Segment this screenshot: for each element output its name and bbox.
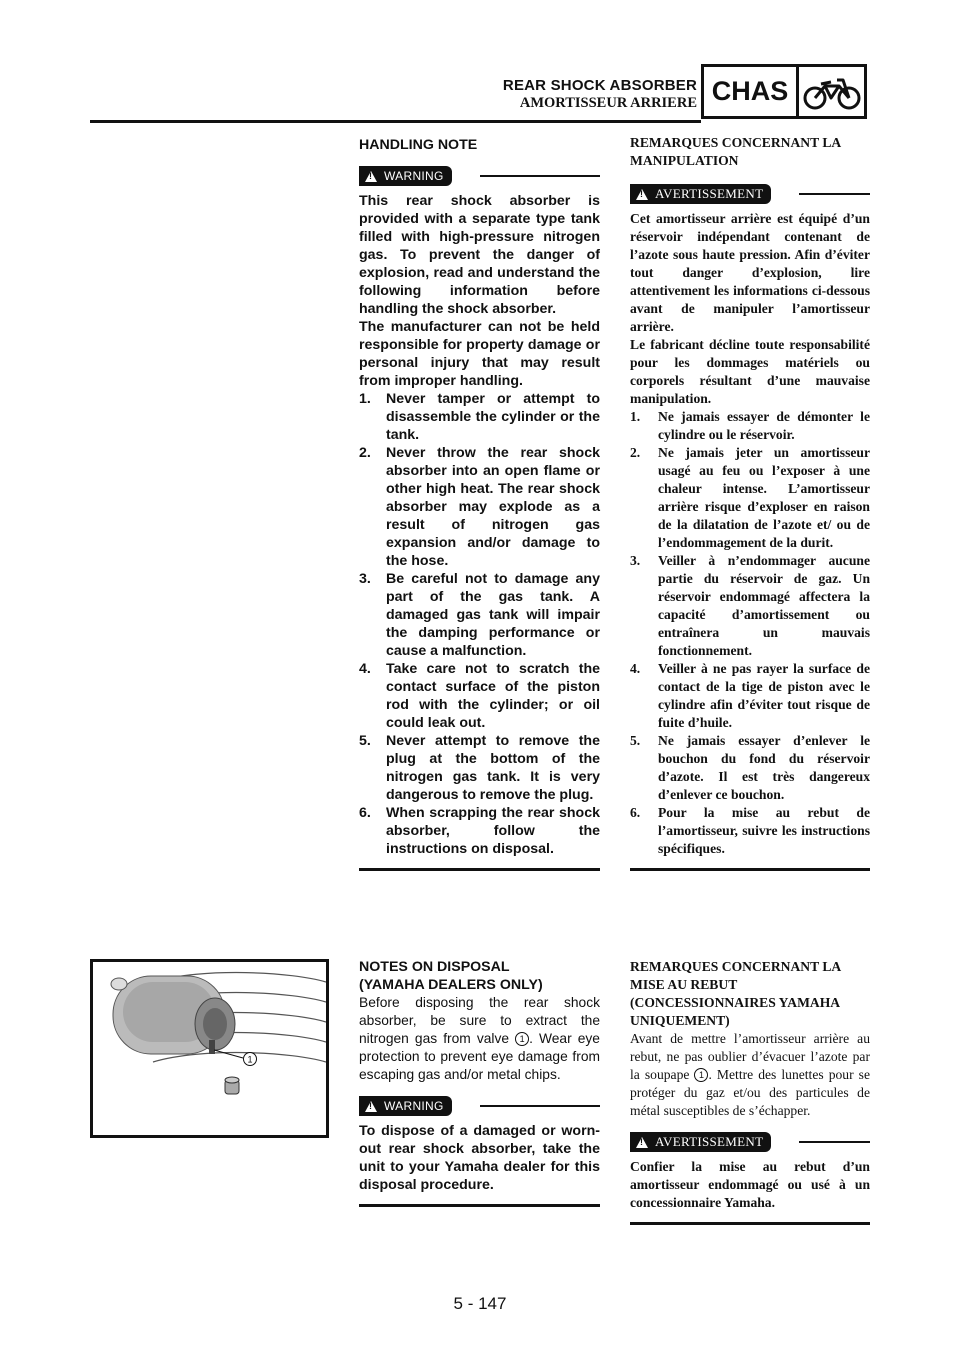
list-item: 5. Ne jamais essayer d’enlever le bouchon du fond du réservoir d’azote. Il est très dangereux d’enlever ce bouchon. (630, 733, 870, 802)
en-disposal-heading-2: (YAMAHA DEALERS ONLY) (359, 977, 543, 993)
fr-disposal-warning-text: Confier la mise au rebut d’un amortisseur endommagé ou usé à un concessionnaire Yamaha. (630, 1159, 870, 1210)
section-end-rule (359, 868, 600, 871)
header-title-en: REAR SHOCK ABSORBER (502, 77, 697, 94)
ref-1-marker: 1 (694, 1068, 708, 1082)
warning-rule (480, 1105, 600, 1107)
list-item: 4. Veiller à ne pas rayer la surface de contact de la tige de piston avec le cylindre afin d’éviter tout risque de fuite d’huile. (630, 661, 870, 730)
warning-triangle-icon (636, 1137, 648, 1148)
fr-warning-label: ! AVERTISSEMENT (630, 184, 771, 204)
en-disposal-warning-text: To dispose of a damaged or worn-out rear shock absorber, take the unit to your Yamaha dealer for this disposal procedure. (359, 1123, 600, 1193)
list-item: 5. Never attempt to remove the plug at the bottom of the nitrogen gas tank. It is very dangerous to remove the plug. (359, 733, 600, 803)
warning-rule (799, 193, 870, 195)
fr-disposal-section (630, 958, 870, 1225)
ref-1-marker: 1 (515, 1032, 529, 1046)
fr-handling-section (630, 134, 870, 871)
en-warning-banner (359, 166, 600, 186)
en-handling-p2: The manufacturer can not be held responsible for property damage or personal injury that may result from improper handling. (359, 319, 600, 389)
fr-handling-list (630, 408, 870, 858)
en-disposal-heading-1: NOTES ON DISPOSAL (359, 959, 510, 975)
motorcycle-icon (799, 67, 864, 116)
warning-rule (799, 1141, 870, 1143)
en-disposal-text: Before disposing the rear shock absorber, be sure to extract the nitrogen gas from valve 1 . Wear eye protection to prevent eye damage from escaping gas and/or metal chips. (359, 995, 600, 1082)
en-disposal-warning-label: ! WARNING (359, 1096, 452, 1116)
fr-handling-p1: Cet amortisseur arrière est équipé d’un réservoir indépendant contenant de l’azote sous haute pression. Afin d’éviter tout danger d’explosion, lire attentivement les informations ci-dessous avant de manipuler l’amortisseur arrière. (630, 211, 870, 334)
en-disposal-section (359, 958, 600, 1207)
list-item: 3. Be careful not to damage any part of the gas tank. A damaged gas tank will impair the damping performance or cause a malfunction. (359, 571, 600, 659)
section-end-rule (630, 1222, 870, 1225)
en-handling-p1: This rear shock absorber is provided with a separate type tank filled with high-pressure nitrogen gas. To prevent the danger of explosion, read and understand the following information before handling the shock absorber. (359, 193, 600, 317)
header-rule (90, 120, 701, 123)
fr-disposal-heading: REMARQUES CONCERNANT LA MISE AU REBUT (CONCESSIONNAIRES YAMAHA UNIQUEMENT) (630, 959, 841, 1028)
fr-handling-p2: Le fabricant décline toute responsabilité pour les dommages matériels ou corporels résultant d’une mauvaise manipulation. (630, 337, 870, 406)
shock-absorber-illustration (90, 959, 329, 1138)
fr-handling-heading: REMARQUES CONCERNANT LA MANIPULATION (630, 135, 841, 168)
en-warning-label: ! WARNING (359, 166, 452, 186)
warning-triangle-icon (636, 189, 648, 200)
fr-warning-banner (630, 184, 870, 204)
fr-disposal-warning-label: ! AVERTISSEMENT (630, 1132, 771, 1152)
warning-rule (480, 175, 600, 177)
list-item: 2. Never throw the rear shock absorber into an open flame or other high heat. The rear shock absorber may explode as a result of nitrogen gas expansion and/or damage to the hose. (359, 445, 600, 569)
list-item: 2. Ne jamais jeter un amortisseur usagé au feu ou l’exposer à une chaleur intense. L’amortisseur arrière risque d’exploser en raison de la dilatation de l’azote et/ ou de l’endommagement de la durit. (630, 445, 870, 550)
en-handling-section (359, 136, 600, 871)
warning-triangle-icon (365, 1101, 377, 1112)
section-end-rule (630, 868, 870, 871)
page-number: 5 - 147 (453, 1294, 507, 1313)
en-handling-list (359, 390, 600, 858)
list-item: 6. When scrapping the rear shock absorber, follow the instructions on disposal. (359, 805, 600, 857)
section-badge (701, 64, 867, 119)
list-item: 1. Ne jamais essayer de démonter le cylindre ou le réservoir. (630, 409, 870, 442)
section-code: CHAS (704, 67, 799, 116)
list-item: 3. Veiller à n’endommager aucune partie du réservoir de gaz. Un réservoir endommagé affectera la capacité d’amortissement ou entraînera un mauvais fonctionnement. (630, 553, 870, 658)
en-handling-heading: HANDLING NOTE (359, 137, 478, 153)
fr-disposal-text: Avant de mettre l’amortisseur arrière au rebut, ne pas oublier d’évacuer l’azote par la soupape 1 . Mettre des lunettes pour se protéger du gaz et/ou des particules de métal susceptibles de s’échapper. (630, 1031, 870, 1118)
warning-triangle-icon (365, 171, 377, 182)
list-item: 1. Never tamper or attempt to disassemble the cylinder or the tank. (359, 391, 600, 443)
en-disposal-warning-banner (359, 1096, 600, 1116)
list-item: 6. Pour la mise au rebut de l’amortisseur, suivre les instructions spécifiques. (630, 805, 870, 856)
fr-disposal-warning-banner (630, 1132, 870, 1152)
header-title-fr: AMORTISSEUR ARRIERE (519, 95, 697, 111)
section-end-rule (359, 1204, 600, 1207)
list-item: 4. Take care not to scratch the contact surface of the piston rod with the cylinder; or oil could leak out. (359, 661, 600, 731)
illustration-callout: 1 (247, 1054, 253, 1065)
